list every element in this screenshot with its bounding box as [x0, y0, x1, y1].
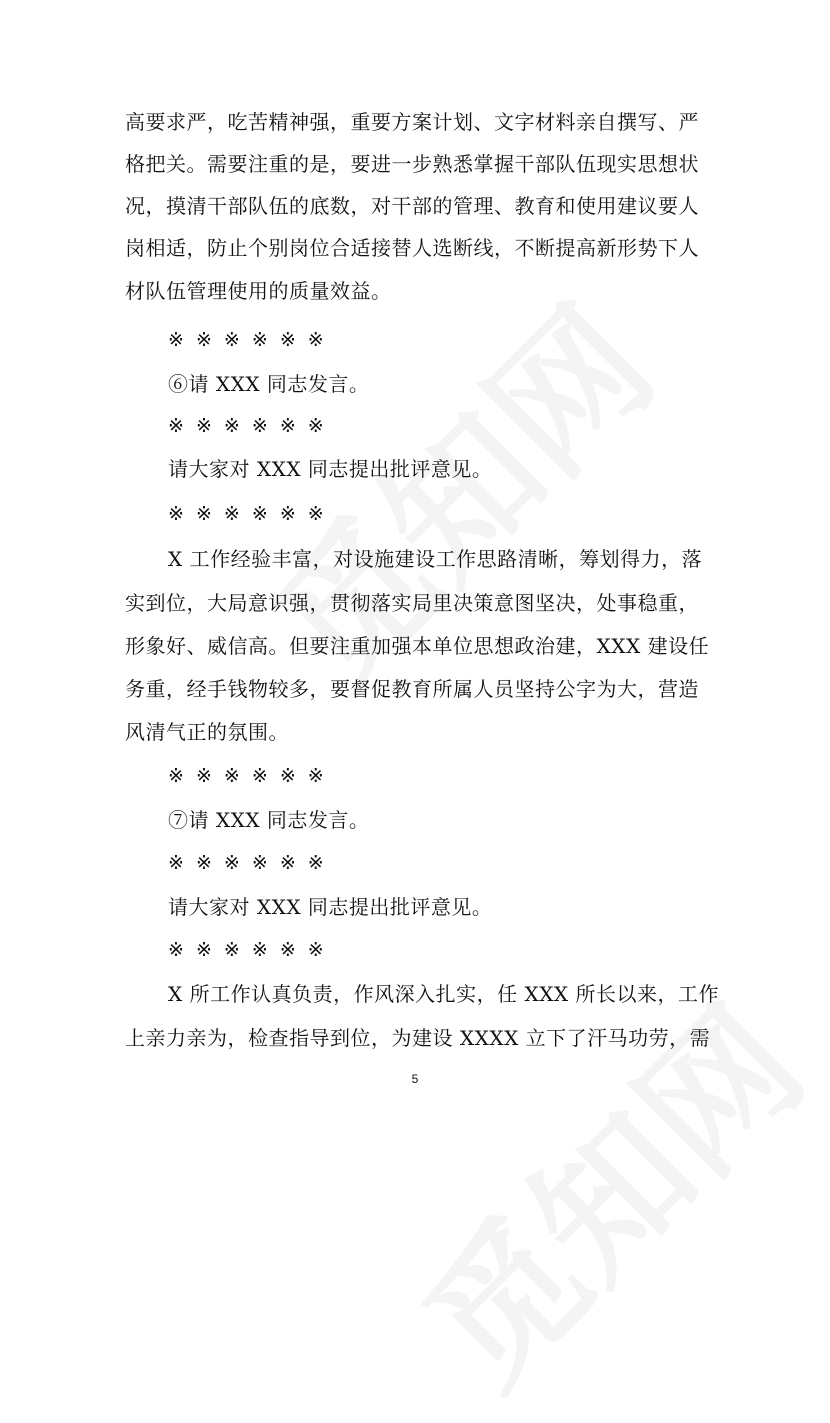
paragraph-line: 材队伍管理使用的质量效益。 [125, 279, 392, 303]
separator-marks: ※ ※ ※ ※ ※ ※ [168, 329, 324, 351]
paragraph-line: 高要求严，吃苦精神强，重要方案计划、文字材料亲自撰写、严 [125, 110, 699, 134]
paragraph-line: 实到位，大局意识强，贯彻落实局里决策意图坚决，处事稳重， [125, 591, 699, 615]
separator-marks: ※ ※ ※ ※ ※ ※ [168, 503, 324, 525]
page-number: 5 [411, 1072, 419, 1086]
separator-marks: ※ ※ ※ ※ ※ ※ [168, 852, 324, 874]
paragraph-line: 务重，经手钱物较多，要督促教育所属人员坚持公字为大，营造 [125, 677, 699, 701]
paragraph-line: 格把关。需要注重的是，要进一步熟悉掌握干部队伍现实思想状 [125, 152, 699, 176]
criticism-prompt: 请大家对 XXX 同志提出批评意见。 [168, 457, 493, 481]
separator-marks: ※ ※ ※ ※ ※ ※ [168, 765, 324, 787]
speaker-prompt: ⑥请 XXX 同志发言。 [168, 372, 370, 396]
paragraph-line: X 所工作认真负责，作风深入扎实，任 XXX 所长以来，工作 [168, 982, 720, 1006]
criticism-prompt: 请大家对 XXX 同志提出批评意见。 [168, 895, 493, 919]
paragraph-line: 风清气正的氛围。 [125, 720, 289, 744]
paragraph-line: 岗相适，防止个别岗位合适接替人选断线，不断提高新形势下人 [125, 236, 699, 260]
paragraph-line: 上亲力亲为，检查指导到位，为建设 XXXX 立下了汗马功劳，需 [125, 1026, 711, 1050]
speaker-prompt: ⑦请 XXX 同志发言。 [168, 808, 370, 832]
separator-marks: ※ ※ ※ ※ ※ ※ [168, 415, 324, 437]
separator-marks: ※ ※ ※ ※ ※ ※ [168, 939, 324, 961]
paragraph-line: 形象好、威信高。但要注重加强本单位思想政治建，XXX 建设任 [125, 634, 710, 658]
paragraph-line: 况，摸清干部队伍的底数，对干部的管理、教育和使用建议要人 [125, 194, 699, 218]
paragraph-line: X 工作经验丰富，对设施建设工作思路清晰，筹划得力，落 [168, 547, 703, 571]
